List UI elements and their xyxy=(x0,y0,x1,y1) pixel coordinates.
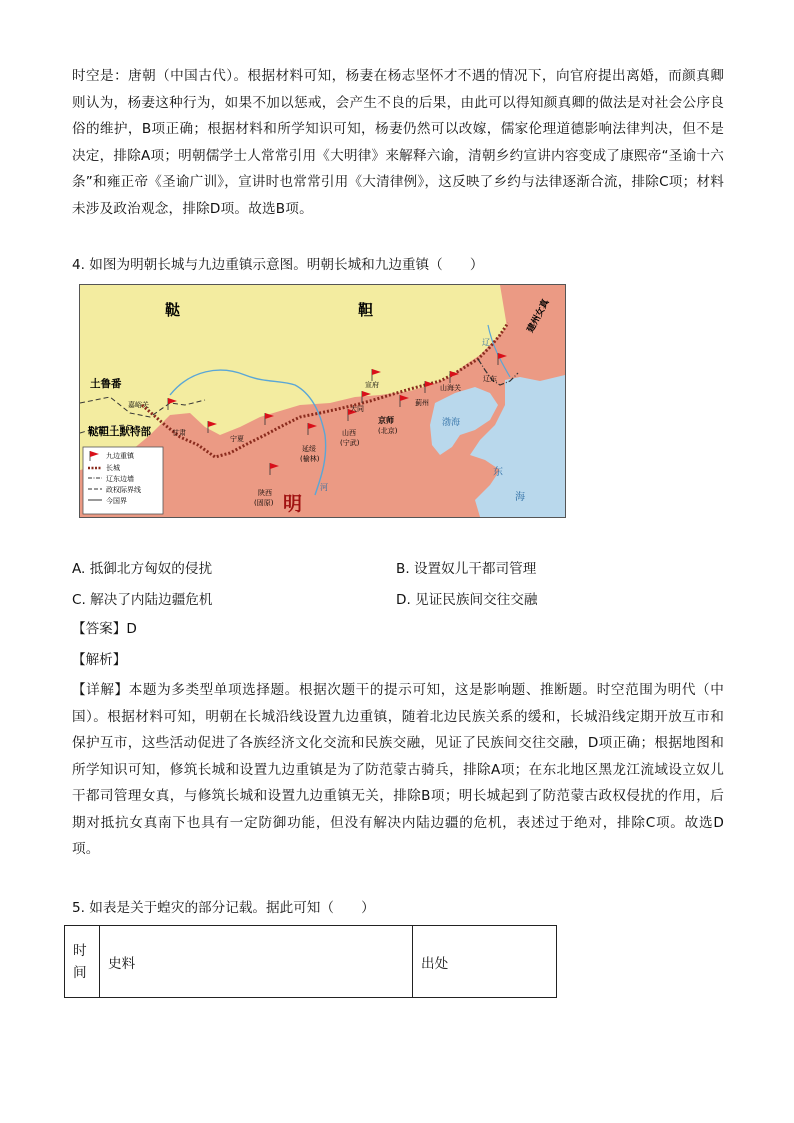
header-origin: 出处 xyxy=(413,926,557,998)
town-shanxi: 山西 xyxy=(342,429,356,437)
locust-records-table xyxy=(64,925,557,998)
label-east-sea-2: 海 xyxy=(515,492,525,503)
legend-label-towns: 九边重镇 xyxy=(106,452,134,460)
label-bohai: 渤海 xyxy=(442,418,461,428)
town-yansui: 延绥 xyxy=(302,445,316,453)
table-header-row xyxy=(65,926,557,998)
analysis-paragraph-q3: 时空是：唐朝（中国古代）。根据材料可知，杨妻在杨志坚怀才不遇的情况下，向官府提出离婚，而颜真卿则认为，杨妻这种行为，如果不加以惩戒，会产生不良的后果，由此可以得知颜真卿的做法是对社会公序良俗的维护，B项正确；根据材料和所学知识可知，杨妻仍然可以改嫁，儒家伦理道德影响法律判决，但不是决定，排除A项；明朝儒学士人常常引用《大明律》来解释六谕，清朝乡约宣讲内容变成了康熙帝“圣谕十六条”和雍正帝《圣谕广训》，宣讲时也常常引用《大清律例》，这反映了乡约与法律逐渐合流，排除C项；材料未涉及政治观念，排除D项。故选B项。 xyxy=(72,68,724,217)
detailed-explanation: 【详解】本题为多类型单项选择题。根据次题干的提示可知，这是影响题、推断题。时空范围为明代（中国）。根据材料可知，明朝在长城沿线设置九边重镇，随着北边民族关系的缓和，长城沿线定期开放互市和保护互市，这些活动促进了各族经济文化交流和民族交融，见证了民族间交往交融，D项正确；根据地图和所学知识可知，修筑长城和设置九边重镇是为了防范蒙古骑兵，排除A项；在东北地区黑龙江流域设立奴儿干都司管理女真，与修筑长城和设置九边重镇无关，排除B项；明长城起到了防范蒙古政权侵扰的作用，后期对抵抗女真南下也具有一定防御功能，但没有解决内陆边疆的危机，表述过于绝对，排除C项。故选D项。 xyxy=(72,682,724,857)
option-b: B. 设置奴儿干都司管理 xyxy=(396,561,537,577)
town-ningwu: (宁武) xyxy=(340,439,360,447)
option-a: A. 抵御北方匈奴的侵扰 xyxy=(72,561,213,577)
town-gansu: 甘肃 xyxy=(172,429,186,437)
question-4-stem: 4. 如图为明朝长城与九边重镇示意图。明朝长城和九边重镇（ ） xyxy=(72,257,484,273)
town-datong: 大同 xyxy=(350,405,364,413)
town-shanhaiguan: 山海关 xyxy=(440,384,461,392)
legend-label-liaodong: 辽东边墙 xyxy=(106,475,134,483)
town-jiayuguan: 嘉峪关 xyxy=(128,401,149,409)
legend-label-wall: 长城 xyxy=(106,464,120,472)
region-tufan: 土鲁番 xyxy=(90,378,122,390)
answer-value: D xyxy=(126,621,137,637)
town-liaodong: 辽东 xyxy=(483,375,497,383)
answer-tag: 【答案】 xyxy=(72,621,127,637)
question-5-stem: 5. 如表是关于蝗灾的部分记载。据此可知（ ） xyxy=(72,900,375,916)
label-he-river: 河 xyxy=(320,483,328,492)
label-east-sea-1: 东 xyxy=(493,467,503,478)
town-xuanfu: 宣府 xyxy=(365,381,379,389)
town-ningxia: 宁夏 xyxy=(230,435,244,443)
town-jizhou: 蓟州 xyxy=(415,399,429,407)
option-d: D. 见证民族间交往交融 xyxy=(396,592,538,608)
map-svg xyxy=(80,285,565,517)
label-liao-river: 辽 xyxy=(482,338,490,347)
answer-line xyxy=(72,619,137,639)
region-ming: 明 xyxy=(283,493,303,515)
region-tatar-char1: 鞑 xyxy=(165,301,181,319)
region-tatar-tumed: 鞑靼土默特部 xyxy=(88,426,151,438)
town-beijing: (北京) xyxy=(378,427,398,435)
analysis-tag: 【解析】 xyxy=(72,652,127,668)
region-jianzhou: 建州女真 xyxy=(525,297,552,335)
option-c: C. 解决了内陆边疆危机 xyxy=(72,592,213,608)
region-tatar-char2: 靼 xyxy=(358,301,374,319)
town-jingshi: 京师 xyxy=(378,416,394,425)
town-guyuan: (固原) xyxy=(254,499,274,507)
header-source-text: 史料 xyxy=(100,926,413,998)
legend-label-border: 今国界 xyxy=(106,497,127,505)
town-yulin: (榆林) xyxy=(300,455,320,463)
header-time: 时 间 xyxy=(65,926,100,998)
town-shaanxi: 陕西 xyxy=(258,489,272,497)
legend-label-boundary: 政权际界线 xyxy=(106,486,141,494)
ming-great-wall-map xyxy=(79,284,566,518)
